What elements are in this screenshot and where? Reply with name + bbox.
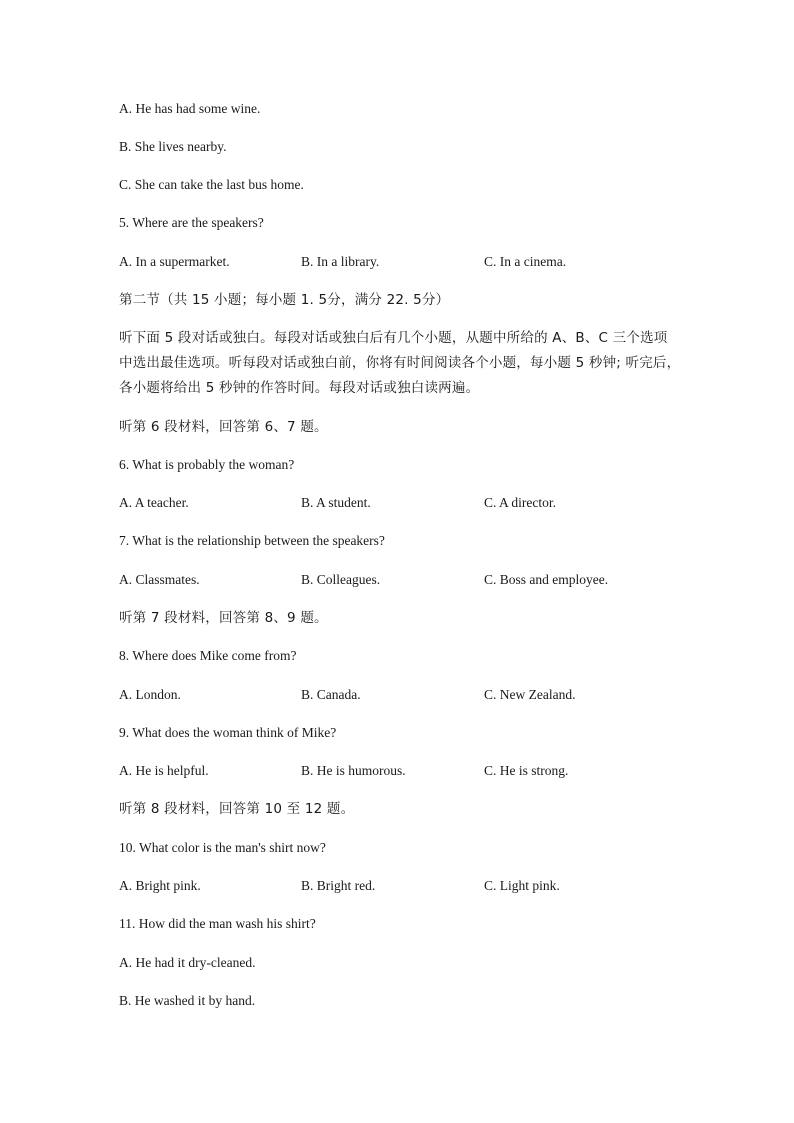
section2-instructions-line2: 中选出最佳选项。听每段对话或独白前，你将有时间阅读各个小题，每小题 5 秒钟; 听完后， xyxy=(119,355,681,371)
q6-question: 6. What is probably the woman? xyxy=(119,457,295,472)
q10-option-a: A. Bright pink. xyxy=(119,878,201,893)
q5-options xyxy=(119,253,679,271)
q9-question: 9. What does the woman think of Mike? xyxy=(119,725,337,740)
q7-option-a: A. Classmates. xyxy=(119,572,200,587)
q6-option-a: A. A teacher. xyxy=(119,495,189,510)
section2-instructions-line1: 听下面 5 段对话或独白。每段对话或独白后有几个小题，从题中所给的 A、B、C 三个选项 xyxy=(119,330,668,346)
q9-options xyxy=(119,762,679,780)
group8-label: 听第 8 段材料，回答第 10 至 12 题。 xyxy=(119,801,355,817)
q9-option-a: A. He is helpful. xyxy=(119,763,209,778)
q4-option-c: C. She can take the last bus home. xyxy=(119,177,304,192)
q10-option-c: C. Light pink. xyxy=(484,878,560,893)
q11-option-b: B. He washed it by hand. xyxy=(119,993,256,1008)
q4-option-a: A. He has had some wine. xyxy=(119,101,261,116)
q9-option-c: C. He is strong. xyxy=(484,763,569,778)
q5-option-c: C. In a cinema. xyxy=(484,254,567,269)
q6-option-c: C. A director. xyxy=(484,495,556,510)
q5-question: 5. Where are the speakers? xyxy=(119,215,264,230)
q7-options xyxy=(119,571,679,589)
q7-question: 7. What is the relationship between the speakers? xyxy=(119,533,385,548)
q10-options xyxy=(119,877,679,895)
q6-option-b: B. A student. xyxy=(301,495,371,510)
q11-option-a: A. He had it dry-cleaned. xyxy=(119,955,256,970)
q8-question: 8. Where does Mike come from? xyxy=(119,648,297,663)
section2-instructions-line3: 各小题将给出 5 秒钟的作答时间。每段对话或独白读两遍。 xyxy=(119,380,480,396)
q9-option-b: B. He is humorous. xyxy=(301,763,406,778)
q8-option-a: A. London. xyxy=(119,687,181,702)
q10-question: 10. What color is the man's shirt now? xyxy=(119,840,326,855)
q5-option-b: B. In a library. xyxy=(301,254,380,269)
q5-option-a: A. In a supermarket. xyxy=(119,254,230,269)
q7-option-b: B. Colleagues. xyxy=(301,572,381,587)
section2-heading: 第二节（共 15 小题；每小题 1. 5分，满分 22. 5分） xyxy=(119,292,450,308)
q8-options xyxy=(119,686,679,704)
q10-option-b: B. Bright red. xyxy=(301,878,376,893)
group7-label: 听第 7 段材料，回答第 8、9 题。 xyxy=(119,610,328,626)
q6-options xyxy=(119,494,679,512)
q8-option-b: B. Canada. xyxy=(301,687,361,702)
q4-option-b: B. She lives nearby. xyxy=(119,139,227,154)
q7-option-c: C. Boss and employee. xyxy=(484,572,609,587)
q11-question: 11. How did the man wash his shirt? xyxy=(119,916,316,931)
group6-label: 听第 6 段材料，回答第 6、7 题。 xyxy=(119,419,328,435)
q8-option-c: C. New Zealand. xyxy=(484,687,576,702)
